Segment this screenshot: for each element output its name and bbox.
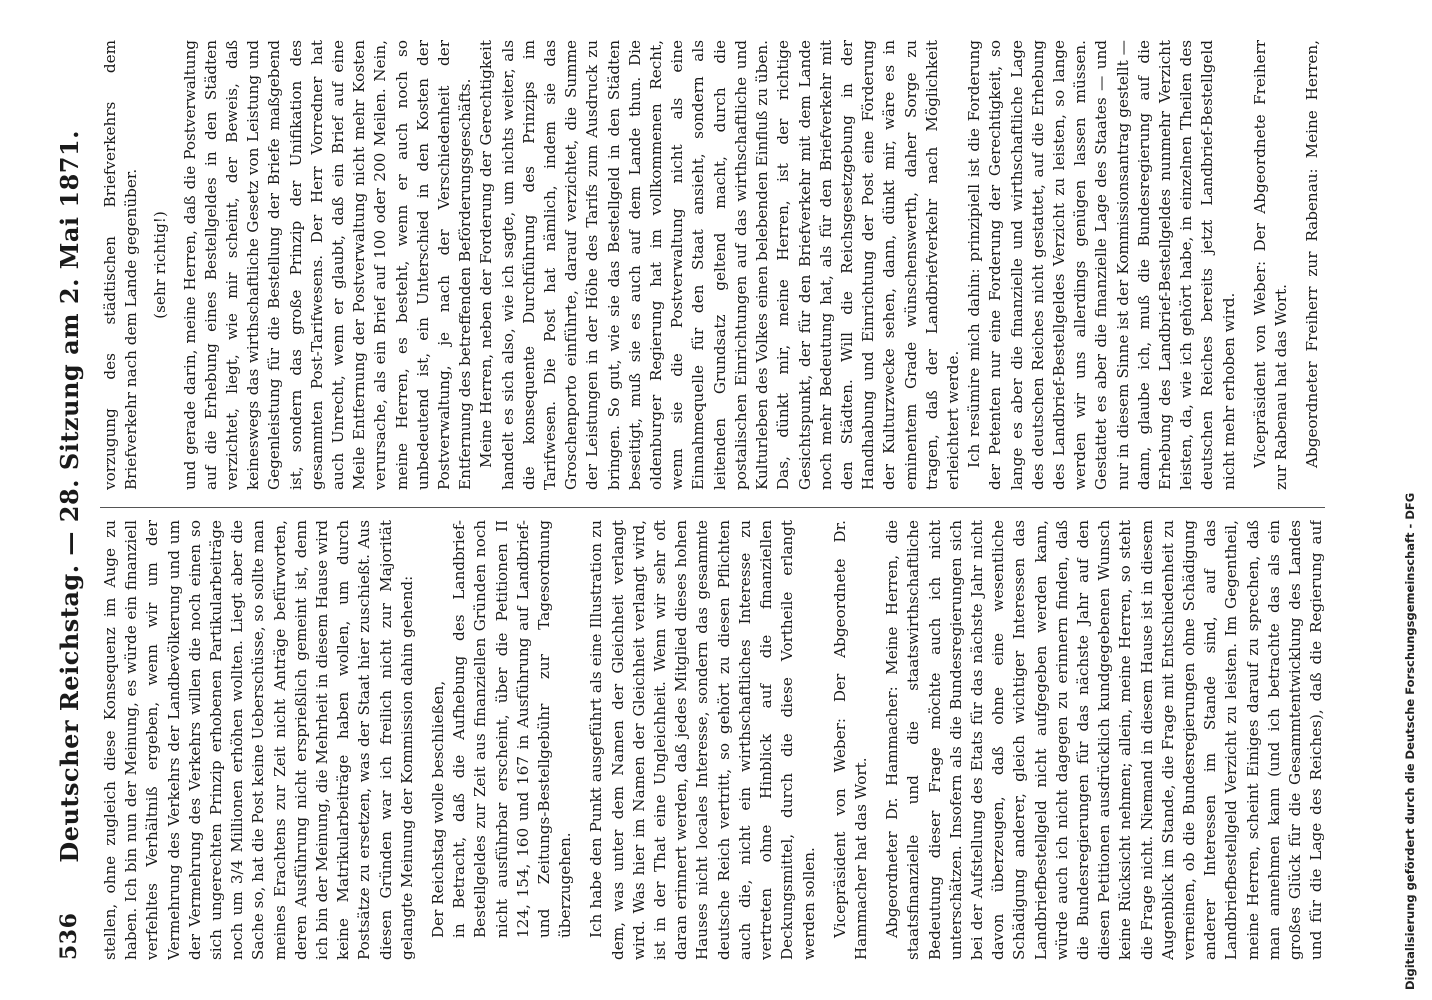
page-header (52, 40, 86, 960)
page-number: 536 (56, 912, 82, 960)
digitization-credit-text: Digitalisierung gefördert durch die Deutsche Forschungsgemeinschaft - DFG (1403, 492, 1417, 990)
paragraph: Ich resümire mich dahin: prinzipiell ist die Forderung der Petenten nur eine Forderung der Gerechtigkeit, so lange es aber die finanzielle und wirthschaftliche Lage des deutschen Reiches nicht gestattet, auf die Erhebung des Landbrief-Bestellgeldes Verzicht zu leisten, so lange werden wir uns allerdings genügen lassen müssen. Gestattet es aber die finanzielle Lage des Staates — und nur in diesem Sinne ist der Kommissionsantrag gestellt — dann, glaube ich, muß die Bundesregierung auf die Erhebung des Landbrief-Bestellgeldes nunmehr Verzicht leisten, da, wie ich gehört habe, in einzelnen Theilen des deutschen Reiches bereits jetzt Landbrief-Bestellgeld nicht mehr erhoben wird. (965, 40, 1238, 490)
right-column (100, 40, 1325, 490)
paragraph: und gerade darin, meine Herren, daß die Postverwaltung auf die Erhebung eines Bestellgeldes in den Städten verzichtet, liegt, wie mir scheint, der Beweis, daß keineswegs das wirthschaftliche Gesetz von Leistung und Gegenleistung für die Bestellung der Briefe maßgebend ist, sondern das große Prinzip der Unifikation des gesammten Post-Tarifwesens. Der Herr Vorredner hat auch Unrecht, wenn er glaubt, daß ein Brief auf eine Meile Entfernung der Postverwaltung nicht mehr Kosten verursache, als ein Brief auf 100 oder 200 Meilen. Nein, meine Herren, es besteht, wenn er auch noch so unbedeutend ist, ein Unterschied in den Kosten der Postverwaltung, je nach der Verschiedenheit der Entfernung des betreffenden Beförderungsgeschäfts. (180, 40, 475, 490)
paragraph: in Betracht, daß die Aufhebung des Landbrief-Bestellgeldes zur Zeit aus finanziellen Gründen noch nicht ausführbar erscheint, über die Petitionen II 124, 154, 160 und 167 in Ausführung auf Landbrief- und Zeitungs-Bestellgebühr zur Tagesordnung überzugehen. (450, 520, 575, 938)
interjection: (sehr richtig!) (151, 211, 170, 319)
speaker-paragraph: Abgeordneter Freiherr zur Rabenau: Meine Herren, (1303, 40, 1322, 468)
paragraph: vorzugung des städtischen Briefverkehrs dem Briefverkehr nach dem Lande gegenüber. (101, 40, 141, 490)
speaker-paragraph: Vicepräsident von Weber: Der Abgeordnete Dr. Hammacher hat das Wort. (830, 520, 870, 960)
paragraph: Ich habe den Punkt ausgeführt als eine Illustration zu dem, was unter dem Namen der Gleichheit verlangt wird. Was hier im Namen der Gleichheit verlangt wird, ist in der That eine Ungleichheit. Wenn wir sehr oft daran erinnert werden, daß jedes Mitglied dieses hohen Hauses nicht locales Interesse, sondern das gesammte deutsche Reich vertritt, so gehört zu diesen Pflichten auch die, nicht ein wirthschaftliches Interesse zu vertreten ohne Hinblick auf die finanziellen Deckungsmittel, durch die diese Vortheile erlangt werden sollen. (587, 520, 818, 960)
page-title: Deutscher Reichstag. — 28. Sitzung am 2. Mai 1871. (54, 129, 84, 863)
column-divider (100, 507, 1325, 508)
left-column (100, 520, 1325, 960)
speaker-paragraph: Vicepräsident von Weber: Der Abgeordnete Freiherr zur Rabenau hat das Wort. (1250, 40, 1290, 490)
paragraph: stellen, ohne zugleich diese Konsequenz im Auge zu haben. Ich bin nun der Meinung, es würde ein finanziell verfehltes Verhältniß ergeben, wenn wir um der Vermehrung des Verkehrs der Landbevölkerung und um der Vermehrung des Verkehrs willen die noch einen so sich ungerechten Prinzip erhobenen Partikularbeiträge noch um 3/4 Millionen erhöhen wollten. Liegt aber die Sache so, hat die Post keine Ueberschüsse, so sollte man meines Erachtens zur Zeit nicht Anträge befürworten, deren Ausführung nicht ersprießlich gemeint ist, denn ich bin der Meinung, die Mehrheit in diesem Hause wird keine Matrikularbeiträge haben wollen, um durch Postsätze zu ersetzen, was der Staat hier zuschießt. Aus diesen Gründen war ich freilich nicht zur Majorität gelangte Meinung der Kommission dahin gehend: (101, 520, 416, 960)
digitization-credit (1395, 0, 1425, 1000)
speaker-paragraph: Abgeordneter Dr. Hammacher: Meine Herren, die staatsfinanzielle und die staatswirthschaftliche Bedeutung dieser Frage möchte auch ich nicht unterschätzen. Insofern als die Bundesregierungen sich bei der Aufstellung des Etats für das nächste Jahr nicht davon überzeugen, daß ohne eine wesentliche Schädigung anderer, gleich wichtiger Interessen das Landbriefbestellgeld nicht aufgegeben werden kann, würde auch ich nicht dagegen zu erinnern finden, daß die Bundesregierungen für das nächste Jahr auf den diesen Petitionen ausdrücklich kundgegebenen Wunsch keine Rücksicht nehmen; allein, meine Herren, so steht die Frage nicht. Niemand in diesem Hause ist in diesem Augenblick im Stande, die Frage mit Entschiedenheit zu verneinen, ob die Bundesregierungen ohne Schädigung anderer Interessen im Stande sind, auf das Landbriefbestellgeld Verzicht zu leisten. Im Gegentheil, meine Herren, scheint Einiges darauf zu sprechen, daß man annehmen kann (und ich betrachte das als ein großes Glück für die Gesammtentwicklung des Landes und für die Lage des Reiches), daß die Regierung auf (883, 520, 1325, 960)
paragraph: Der Reichstag wolle beschließen, (429, 680, 448, 938)
paragraph: Meine Herren, neben der Forderung der Gerechtigkeit handelt es sich also, wie ich sagte, um nichts weiter, als die konsequente Durchführung des Prinzips im Tarifwesen. Die Post hat nämlich, indem sie das Groschenporto einführte, darauf verzichtet, die Summe der Leistungen in der Höhe des Tarifs zum Ausdruck zu bringen. So gut, wie sie das Bestellgeld in den Städten beseitigt, muß sie es auch auf dem Lande thun. Die oldenburger Regierung hat im vollkommenen Recht, wenn sie die Postverwaltung nicht als eine Einnahmequelle für den Staat ansieht, sondern als leitenden Grundsatz geltend macht, durch die postalischen Einrichtungen auf das wirthschaftliche und Kulturleben des Volkes einen belebenden Einfluß zu üben. Das, dünkt mir, meine Herren, ist der richtige Gesichtspunkt, der für den Briefverkehr mit dem Lande noch mehr Bedeutung hat, als für den Briefverkehr mit den Städten. Will die Reichsgesetzgebung in der Handhabung und Einrichtung der Post eine Förderung der Kulturzwecke sehen, dann, dünkt mir, wäre es in eminentem Grade wünschenswerth, daher Sorge zu tragen, daß der Landbriefverkehr nach Möglichkeit erleichtert werde. (477, 40, 962, 490)
